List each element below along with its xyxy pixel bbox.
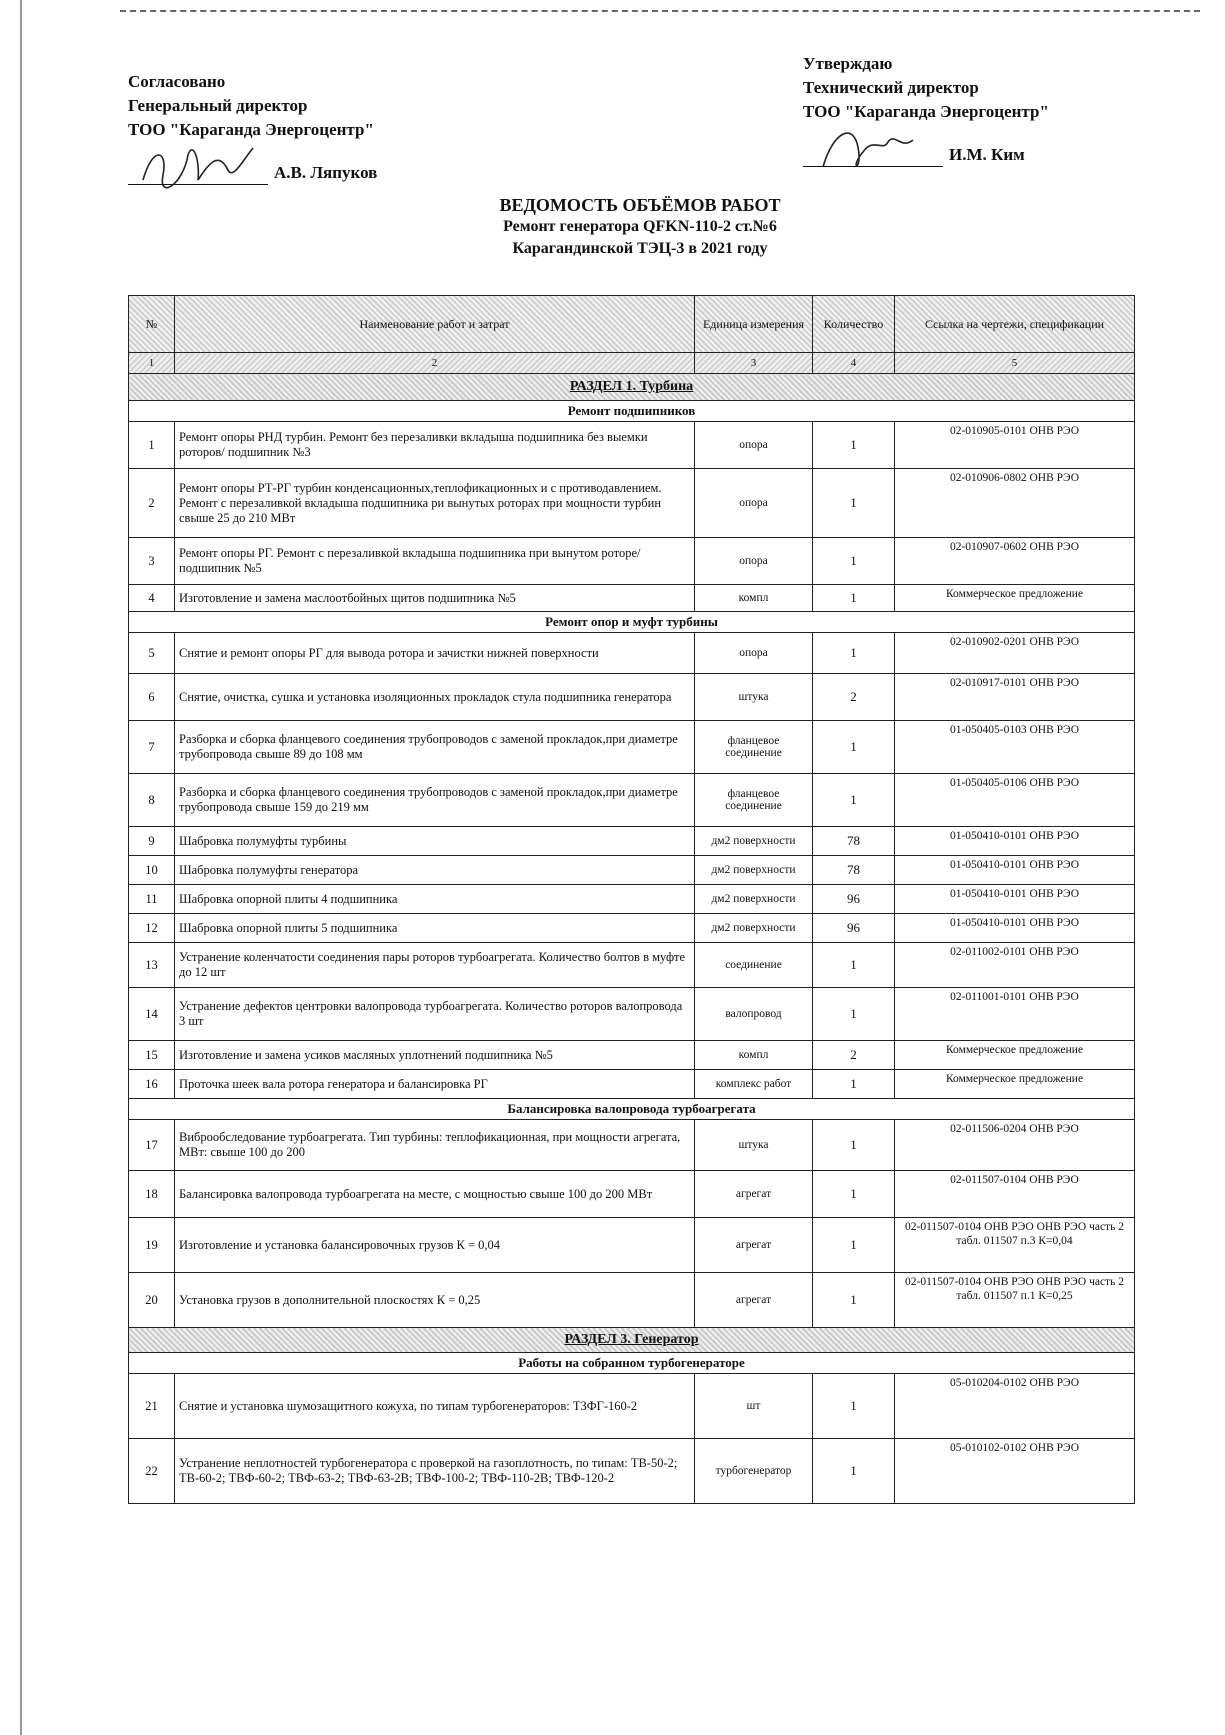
row-work-name: Изготовление и установка балансировочных грузов К = 0,04 <box>175 1218 695 1273</box>
row-quantity: 78 <box>813 827 895 856</box>
row-number: 6 <box>129 674 175 721</box>
subsection-title-balancing: Балансировка валопровода турбоагрегата <box>129 1099 1135 1120</box>
row-unit: комплекс работ <box>695 1070 813 1099</box>
row-quantity: 1 <box>813 1120 895 1171</box>
col-num-1: 1 <box>129 353 175 374</box>
row-unit: агрегат <box>695 1218 813 1273</box>
table-row <box>129 1041 1135 1070</box>
row-quantity: 1 <box>813 1070 895 1099</box>
row-work-name: Шабровка полумуфты турбины <box>175 827 695 856</box>
table-row <box>129 774 1135 827</box>
row-number: 13 <box>129 943 175 988</box>
row-reference: 02-011507-0104 ОНВ РЭО ОНВ РЭО часть 2 табл. 011507 п.1 К=0,25 <box>895 1273 1135 1328</box>
row-reference: 02-011507-0104 ОНВ РЭО <box>895 1171 1135 1218</box>
row-number: 21 <box>129 1374 175 1439</box>
table-row <box>129 674 1135 721</box>
header-unit: Единица измерения <box>695 296 813 353</box>
row-work-name: Устранение дефектов центровки валопровода турбоагрегата. Количество роторов валопровода 3 шт <box>175 988 695 1041</box>
header-name: Наименование работ и затрат <box>175 296 695 353</box>
subsection-row <box>129 612 1135 633</box>
row-number: 7 <box>129 721 175 774</box>
row-number: 9 <box>129 827 175 856</box>
row-quantity: 1 <box>813 1273 895 1328</box>
subsection-title-supports: Ремонт опор и муфт турбины <box>129 612 1135 633</box>
row-unit: шт <box>695 1374 813 1439</box>
row-number: 1 <box>129 422 175 469</box>
row-quantity: 1 <box>813 1171 895 1218</box>
signature-right-drawing <box>803 122 943 172</box>
works-table <box>128 295 1135 1504</box>
subsection-row <box>129 401 1135 422</box>
row-quantity: 1 <box>813 469 895 538</box>
approval-left-line2: Генеральный директор <box>128 96 308 115</box>
scan-left-border <box>20 0 22 1735</box>
row-unit: компл <box>695 585 813 612</box>
table-row <box>129 827 1135 856</box>
row-quantity: 1 <box>813 585 895 612</box>
row-work-name: Проточка шеек вала ротора генератора и балансировка РГ <box>175 1070 695 1099</box>
row-reference: 01-050410-0101 ОНВ РЭО <box>895 827 1135 856</box>
row-unit: опора <box>695 538 813 585</box>
section-row <box>129 374 1135 401</box>
subsection-title-bearings: Ремонт подшипников <box>129 401 1135 422</box>
row-work-name: Ремонт опоры РТ-РГ турбин конденсационных,теплофикационных и с противодавлением. Ремонт с перезаливкой вкладыша подшипника ри вынутых роторах при мощности турбин свыше 25 до 210 МВт <box>175 469 695 538</box>
table-row <box>129 721 1135 774</box>
row-quantity: 2 <box>813 1041 895 1070</box>
row-quantity: 1 <box>813 422 895 469</box>
row-quantity: 1 <box>813 1218 895 1273</box>
row-unit: дм2 поверхности <box>695 856 813 885</box>
table-header-row <box>129 296 1135 353</box>
row-quantity: 2 <box>813 674 895 721</box>
table-row <box>129 988 1135 1041</box>
row-number: 11 <box>129 885 175 914</box>
row-work-name: Установка грузов в дополнительной плоскостях К = 0,25 <box>175 1273 695 1328</box>
row-reference: Коммерческое предложение <box>895 1070 1135 1099</box>
row-unit: опора <box>695 633 813 674</box>
approval-right-line2: Технический директор <box>803 78 979 97</box>
row-number: 17 <box>129 1120 175 1171</box>
table-row <box>129 914 1135 943</box>
row-work-name: Снятие и ремонт опоры РГ для вывода ротора и зачистки нижней поверхности <box>175 633 695 674</box>
row-reference: 02-010902-0201 ОНВ РЭО <box>895 633 1135 674</box>
header-reference: Ссылка на чертежи, спецификации <box>895 296 1135 353</box>
row-reference: 02-010906-0802 ОНВ РЭО <box>895 469 1135 538</box>
table-row <box>129 1439 1135 1504</box>
table-row <box>129 1070 1135 1099</box>
row-reference: 01-050410-0101 ОНВ РЭО <box>895 856 1135 885</box>
row-reference: 05-010204-0102 ОНВ РЭО <box>895 1374 1135 1439</box>
table-row <box>129 1120 1135 1171</box>
section-row <box>129 1328 1135 1353</box>
row-work-name: Изготовление и замена усиков масляных уплотнений подшипника №5 <box>175 1041 695 1070</box>
table-row <box>129 1171 1135 1218</box>
row-work-name: Устранение неплотностей турбогенератора с проверкой на газоплотность, по типам: ТВ-50-2; ТВ-60-2; ТВФ-60-2; ТВФ-63-2; ТВФ-63-2В; ТВФ-100-2; ТВФ-110-2В; ТВФ-120-2 <box>175 1439 695 1504</box>
row-unit: опора <box>695 469 813 538</box>
row-unit: фланцевое соединение <box>695 774 813 827</box>
col-num-2: 2 <box>175 353 695 374</box>
approval-right-line1: Утверждаю <box>803 54 893 73</box>
row-work-name: Виброобследование турбоагрегата. Тип турбины: теплофикационная, при мощности агрегата, МВт: свыше 100 до 200 <box>175 1120 695 1171</box>
subsection-row <box>129 1099 1135 1120</box>
row-number: 2 <box>129 469 175 538</box>
header-quantity: Количество <box>813 296 895 353</box>
row-quantity: 1 <box>813 633 895 674</box>
column-number-row <box>129 353 1135 374</box>
table-row <box>129 856 1135 885</box>
row-work-name: Устранение коленчатости соединения пары роторов турбоагрегата. Количество болтов в муфте до 12 шт <box>175 943 695 988</box>
row-reference: 02-011506-0204 ОНВ РЭО <box>895 1120 1135 1171</box>
row-unit: дм2 поверхности <box>695 827 813 856</box>
row-number: 20 <box>129 1273 175 1328</box>
scan-top-border <box>120 10 1200 12</box>
row-number: 5 <box>129 633 175 674</box>
row-number: 15 <box>129 1041 175 1070</box>
table-row <box>129 585 1135 612</box>
row-unit: штука <box>695 674 813 721</box>
row-number: 12 <box>129 914 175 943</box>
document-title-block <box>380 195 900 260</box>
row-work-name: Разборка и сборка фланцевого соединения трубопроводов с заменой прокладок,при диаметре трубопровода свыше 159 до 219 мм <box>175 774 695 827</box>
approval-block-left <box>128 70 377 185</box>
table-row <box>129 1374 1135 1439</box>
row-reference: 02-011002-0101 ОНВ РЭО <box>895 943 1135 988</box>
row-quantity: 96 <box>813 885 895 914</box>
row-reference: 01-050410-0101 ОНВ РЭО <box>895 885 1135 914</box>
approval-block-right <box>803 52 1049 167</box>
row-quantity: 78 <box>813 856 895 885</box>
row-reference: Коммерческое предложение <box>895 1041 1135 1070</box>
row-quantity: 1 <box>813 1439 895 1504</box>
row-unit: опора <box>695 422 813 469</box>
header-number: № <box>129 296 175 353</box>
row-reference: 01-050405-0106 ОНВ РЭО <box>895 774 1135 827</box>
row-unit: агрегат <box>695 1171 813 1218</box>
table-row <box>129 422 1135 469</box>
row-number: 19 <box>129 1218 175 1273</box>
table-row <box>129 633 1135 674</box>
document-subtitle-1: Ремонт генератора QFKN-110-2 ст.№6 <box>503 218 777 235</box>
row-quantity: 1 <box>813 774 895 827</box>
table-row <box>129 885 1135 914</box>
row-reference: 02-010907-0602 ОНВ РЭО <box>895 538 1135 585</box>
row-unit: дм2 поверхности <box>695 885 813 914</box>
row-quantity: 1 <box>813 721 895 774</box>
row-reference: 02-011507-0104 ОНВ РЭО ОНВ РЭО часть 2 табл. 011507 п.3 К=0,04 <box>895 1218 1135 1273</box>
subsection-title-assembled: Работы на собранном турбогенераторе <box>129 1353 1135 1374</box>
row-work-name: Шабровка полумуфты генератора <box>175 856 695 885</box>
row-unit: валопровод <box>695 988 813 1041</box>
row-quantity: 1 <box>813 1374 895 1439</box>
row-work-name: Ремонт опоры РГ. Ремонт с перезаливкой вкладыша подшипника при вынутом роторе/ подшипник №5 <box>175 538 695 585</box>
table-row <box>129 469 1135 538</box>
section-title-3: РАЗДЕЛ 3. Генератор <box>564 1332 699 1347</box>
row-unit: штука <box>695 1120 813 1171</box>
signature-left-drawing <box>128 140 268 190</box>
row-work-name: Изготовление и замена маслоотбойных щитов подшипника №5 <box>175 585 695 612</box>
row-work-name: Снятие и установка шумозащитного кожуха, по типам турбогенераторов: ТЗФГ-160-2 <box>175 1374 695 1439</box>
row-work-name: Балансировка валопровода турбоагрегата на месте, с мощностью свыше 100 до 200 МВт <box>175 1171 695 1218</box>
row-reference: 05-010102-0102 ОНВ РЭО <box>895 1439 1135 1504</box>
row-number: 16 <box>129 1070 175 1099</box>
row-work-name: Шабровка опорной плиты 4 подшипника <box>175 885 695 914</box>
row-work-name: Ремонт опоры РНД турбин. Ремонт без перезаливки вкладыша подшипника без выемки роторов/ подшипник №3 <box>175 422 695 469</box>
row-unit: дм2 поверхности <box>695 914 813 943</box>
signature-line-right <box>803 130 1049 167</box>
row-number: 18 <box>129 1171 175 1218</box>
signature-left <box>128 148 268 185</box>
row-unit: компл <box>695 1041 813 1070</box>
approval-left-line3: ТОО "Караганда Энергоцентр" <box>128 120 374 139</box>
row-work-name: Разборка и сборка фланцевого соединения трубопроводов с заменой прокладок,при диаметре трубопровода свыше 89 до 108 мм <box>175 721 695 774</box>
table-body <box>129 374 1135 1504</box>
table-row <box>129 943 1135 988</box>
row-unit: фланцевое соединение <box>695 721 813 774</box>
table-row <box>129 538 1135 585</box>
signer-name-right: И.М. Ким <box>949 145 1025 164</box>
row-quantity: 1 <box>813 943 895 988</box>
row-number: 14 <box>129 988 175 1041</box>
row-unit: турбогенератор <box>695 1439 813 1504</box>
document-subtitle-2: Карагандинской ТЭЦ-3 в 2021 году <box>512 240 768 257</box>
row-work-name: Шабровка опорной плиты 5 подшипника <box>175 914 695 943</box>
col-num-5: 5 <box>895 353 1135 374</box>
section-title-1: РАЗДЕЛ 1. Турбина <box>569 379 694 394</box>
document-title: ВЕДОМОСТЬ ОБЪЁМОВ РАБОТ <box>499 195 781 215</box>
row-work-name: Снятие, очистка, сушка и установка изоляционных прокладок стула подшипника генератора <box>175 674 695 721</box>
row-number: 8 <box>129 774 175 827</box>
row-reference: 02-010917-0101 ОНВ РЭО <box>895 674 1135 721</box>
row-number: 10 <box>129 856 175 885</box>
row-number: 4 <box>129 585 175 612</box>
row-quantity: 96 <box>813 914 895 943</box>
row-reference: 01-050410-0101 ОНВ РЭО <box>895 914 1135 943</box>
signature-line-left <box>128 148 377 185</box>
col-num-3: 3 <box>695 353 813 374</box>
table-row <box>129 1273 1135 1328</box>
row-quantity: 1 <box>813 988 895 1041</box>
row-reference: 01-050405-0103 ОНВ РЭО <box>895 721 1135 774</box>
works-table-wrap <box>128 295 1134 1504</box>
row-reference: 02-011001-0101 ОНВ РЭО <box>895 988 1135 1041</box>
row-number: 22 <box>129 1439 175 1504</box>
table-row <box>129 1218 1135 1273</box>
col-num-4: 4 <box>813 353 895 374</box>
row-unit: соединение <box>695 943 813 988</box>
subsection-row <box>129 1353 1135 1374</box>
approval-right-line3: ТОО "Караганда Энергоцентр" <box>803 102 1049 121</box>
signer-name-left: А.В. Ляпуков <box>274 163 378 182</box>
approval-left-line1: Согласовано <box>128 72 226 91</box>
row-unit: агрегат <box>695 1273 813 1328</box>
row-quantity: 1 <box>813 538 895 585</box>
row-number: 3 <box>129 538 175 585</box>
row-reference: 02-010905-0101 ОНВ РЭО <box>895 422 1135 469</box>
row-reference: Коммерческое предложение <box>895 585 1135 612</box>
signature-right <box>803 130 943 167</box>
